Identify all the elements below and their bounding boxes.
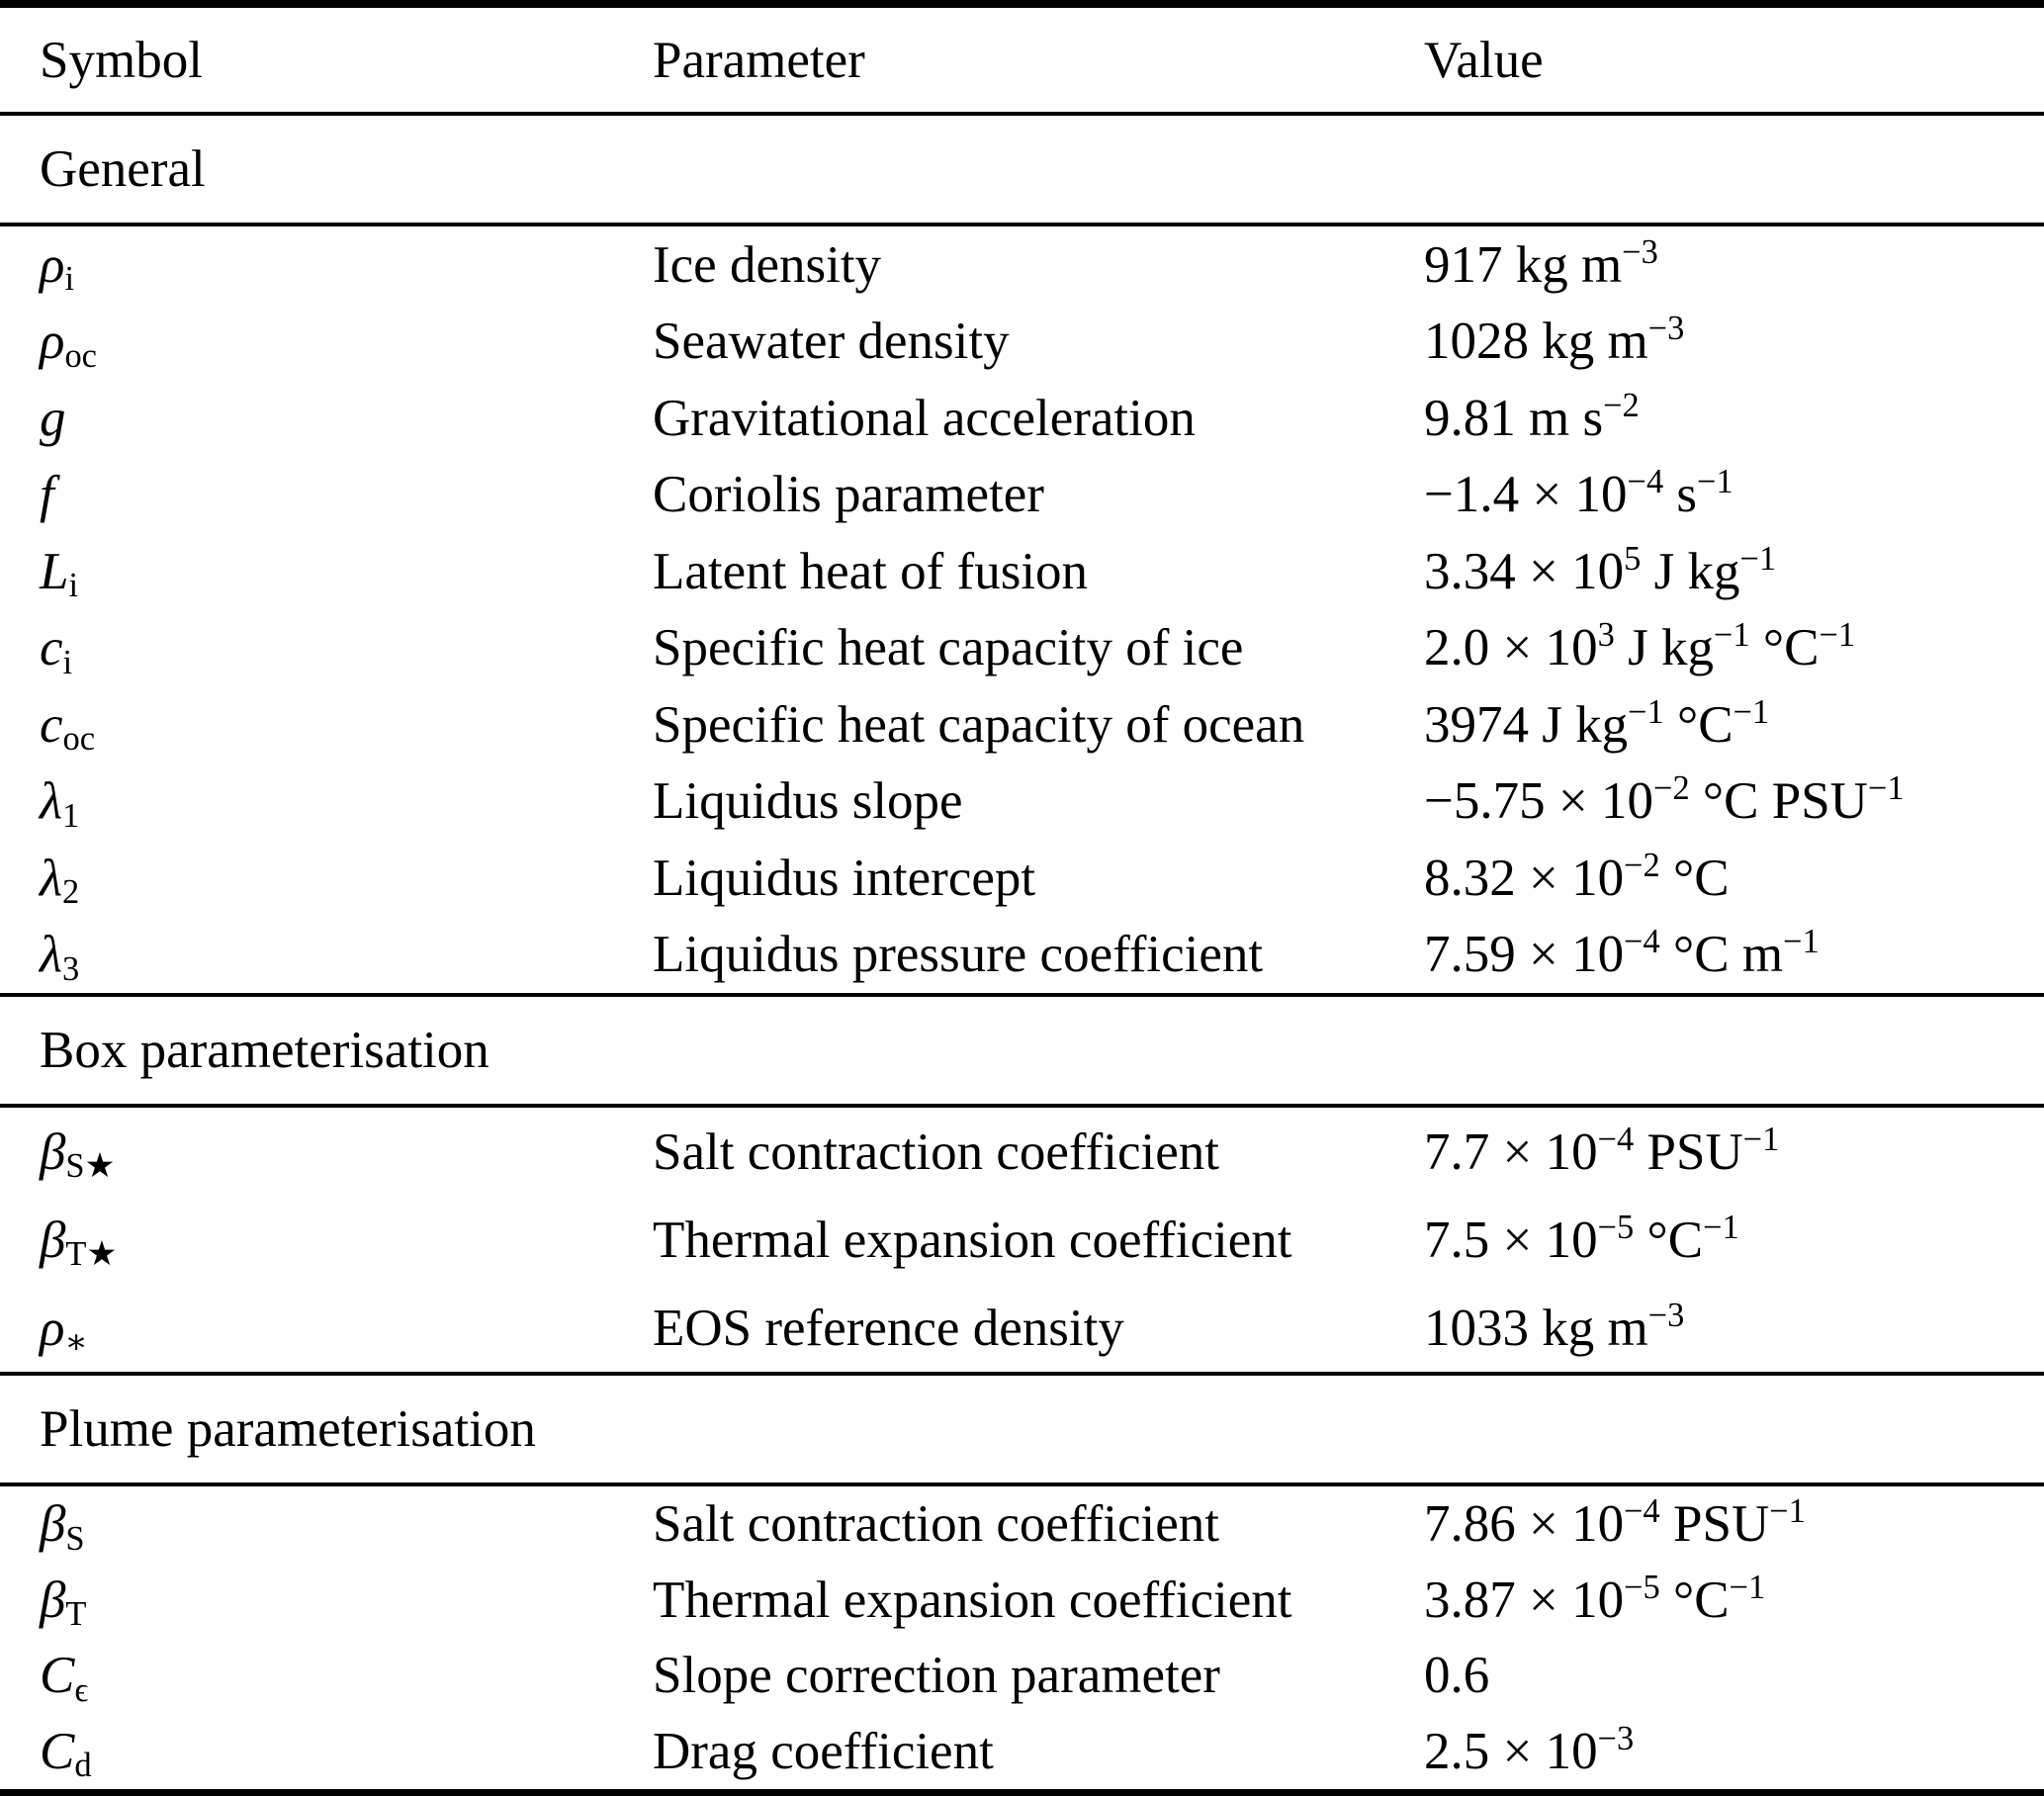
parameter-cell: Thermal expansion coefficient (653, 1211, 1292, 1269)
table-row (0, 1486, 2044, 1563)
value-cell: $2.0 \times 10^3$ J $kg^{-1}$ $^\circ C^{-1}$ (1424, 616, 1856, 677)
symbol-cell (40, 389, 653, 448)
table-row (0, 1108, 2044, 1196)
table-header-row (0, 8, 2044, 112)
table-row (0, 686, 2044, 763)
table-row (0, 380, 2044, 457)
table-row (0, 1714, 2044, 1790)
parameter-cell: Thermal expansion coefficient (653, 1571, 1292, 1629)
value-cell: $7.7 \times 10^{-4}$ $PSU^{-1}$ (1424, 1120, 1780, 1181)
parameter-cell: Latent heat of fusion (653, 542, 1089, 600)
symbol-cell: $C_\epsilon$ (40, 1647, 89, 1709)
value-cell: 3974 J $kg^{-1}$ $^\circ C^{-1}$ (1424, 692, 1770, 754)
value-cell: $7.5 \times 10^{-5}$ $^\circ C^{-1}$ (1424, 1208, 1739, 1269)
symbol-glyph: β (40, 1571, 66, 1629)
table-row (0, 226, 2044, 304)
symbol-cell: $\lambda_3$ (40, 926, 80, 988)
parameter-cell: Ice density (653, 235, 882, 294)
symbol-cell: $\rho_{oc}$ (40, 313, 97, 375)
value-cell: 917 kg $m^{-3}$ (1424, 232, 1658, 294)
parameter-cell: Seawater density (653, 313, 1010, 371)
column-header-value: Value (1424, 31, 1544, 89)
value-cell: 1033 kg $m^{-3}$ (1424, 1296, 1685, 1357)
parameter-cell: Slope correction parameter (653, 1647, 1220, 1705)
table-row (0, 1563, 2044, 1639)
section-title-row (0, 1376, 2044, 1482)
parameter-cell: Salt contraction coefficient (653, 1495, 1219, 1554)
symbol-glyph: c (40, 619, 63, 677)
value-cell: $3.34 \times 10^5$ J $kg^{-1}$ (1424, 539, 1777, 600)
table-row (0, 840, 2044, 917)
table-row (0, 304, 2044, 381)
symbol-glyph: ρ (40, 235, 65, 294)
value-cell: $-5.75 \times 10^{-2}$ °C $PSU^{-1}$ (1424, 769, 1905, 831)
table-row (0, 533, 2044, 610)
table-row (0, 763, 2044, 841)
parameter-cell: Liquidus pressure coefficient (653, 926, 1264, 984)
symbol-cell (40, 465, 653, 524)
symbol-glyph: ρ (40, 1299, 65, 1357)
table-row (0, 1638, 2044, 1714)
symbol-glyph: C (40, 1647, 75, 1705)
symbol-glyph: β (40, 1495, 66, 1554)
column-header-symbol: Symbol (40, 31, 203, 89)
table-sections (0, 112, 2044, 1789)
parameter-cell: Salt contraction coefficient (653, 1122, 1219, 1181)
table-row (0, 1196, 2044, 1284)
symbol-cell: $\beta_S$ (40, 1495, 85, 1558)
symbol-glyph: λ (40, 926, 62, 984)
symbol-glyph: β (40, 1211, 66, 1269)
symbol-glyph: λ (40, 772, 62, 831)
section-title: General (40, 140, 206, 198)
value-cell: 0.6 (1424, 1647, 1490, 1705)
parameter-cell: Coriolis parameter (653, 466, 1044, 524)
symbol-cell: $\rho_i$ (40, 235, 75, 299)
section-title-row (0, 116, 2044, 223)
table-row (0, 610, 2044, 687)
symbol-glyph: β (40, 1122, 66, 1181)
parameter-cell: EOS reference density (653, 1299, 1124, 1357)
section-title: Plume parameterisation (40, 1400, 536, 1458)
symbol-cell: $c_i$ (40, 619, 73, 681)
symbol-glyph: ρ (40, 313, 65, 371)
column-header-parameter: Parameter (653, 31, 865, 89)
parameter-cell: Specific heat capacity of ice (653, 619, 1244, 677)
section-title: Box parameterisation (40, 1022, 489, 1079)
table-top-rule (0, 0, 2044, 8)
symbol-cell: $\beta_{T★}$ (40, 1211, 118, 1274)
table-bottom-rule (0, 1789, 2044, 1796)
symbol-cell: $\beta_{S★}$ (40, 1122, 116, 1186)
symbol-cell: $C_d$ (40, 1722, 92, 1785)
value-cell: 1028 kg $m^{-3}$ (1424, 310, 1685, 371)
symbol-cell: $\lambda_2$ (40, 849, 80, 912)
value-cell: 9.81 m $s^{-2}$ (1424, 386, 1640, 447)
parameter-cell: Drag coefficient (653, 1722, 994, 1780)
value-cell: $7.59 \times 10^{-4}$ °C $m^{-1}$ (1424, 923, 1820, 984)
parameter-cell: Gravitational acceleration (653, 389, 1196, 447)
section-title-row (0, 997, 2044, 1104)
symbol-glyph: C (40, 1722, 75, 1780)
table-row (0, 457, 2044, 534)
value-cell: $3.87 \times 10^{-5}$ $^\circ C^{-1}$ (1424, 1568, 1766, 1629)
table-row (0, 917, 2044, 994)
table-row (0, 1284, 2044, 1372)
value-cell: $7.86 \times 10^{-4}$ $PSU^{-1}$ (1424, 1492, 1806, 1554)
symbol-glyph: c (40, 695, 63, 754)
symbol-cell: $c_{oc}$ (40, 695, 96, 759)
symbol-cell: $\beta_T$ (40, 1571, 87, 1634)
symbol-glyph: λ (40, 849, 62, 907)
symbol-cell: $L_i$ (40, 542, 79, 605)
parameter-cell: Liquidus intercept (653, 849, 1036, 907)
value-cell: $2.5 \times 10^{-3}$ (1424, 1719, 1635, 1780)
parameter-cell: Liquidus slope (653, 772, 963, 831)
symbol-glyph: f (40, 466, 54, 524)
value-cell: $-1.4 \times 10^{-4}$ $s^{-1}$ (1424, 463, 1733, 524)
value-cell: $8.32 \times 10^{-2}$ °C (1424, 846, 1730, 907)
symbol-glyph: g (40, 389, 66, 447)
symbol-cell: $\rho_∗$ (40, 1299, 88, 1362)
symbol-cell: $\lambda_1$ (40, 772, 80, 835)
symbol-glyph: L (40, 542, 69, 600)
parameter-cell: Specific heat capacity of ocean (653, 695, 1305, 754)
